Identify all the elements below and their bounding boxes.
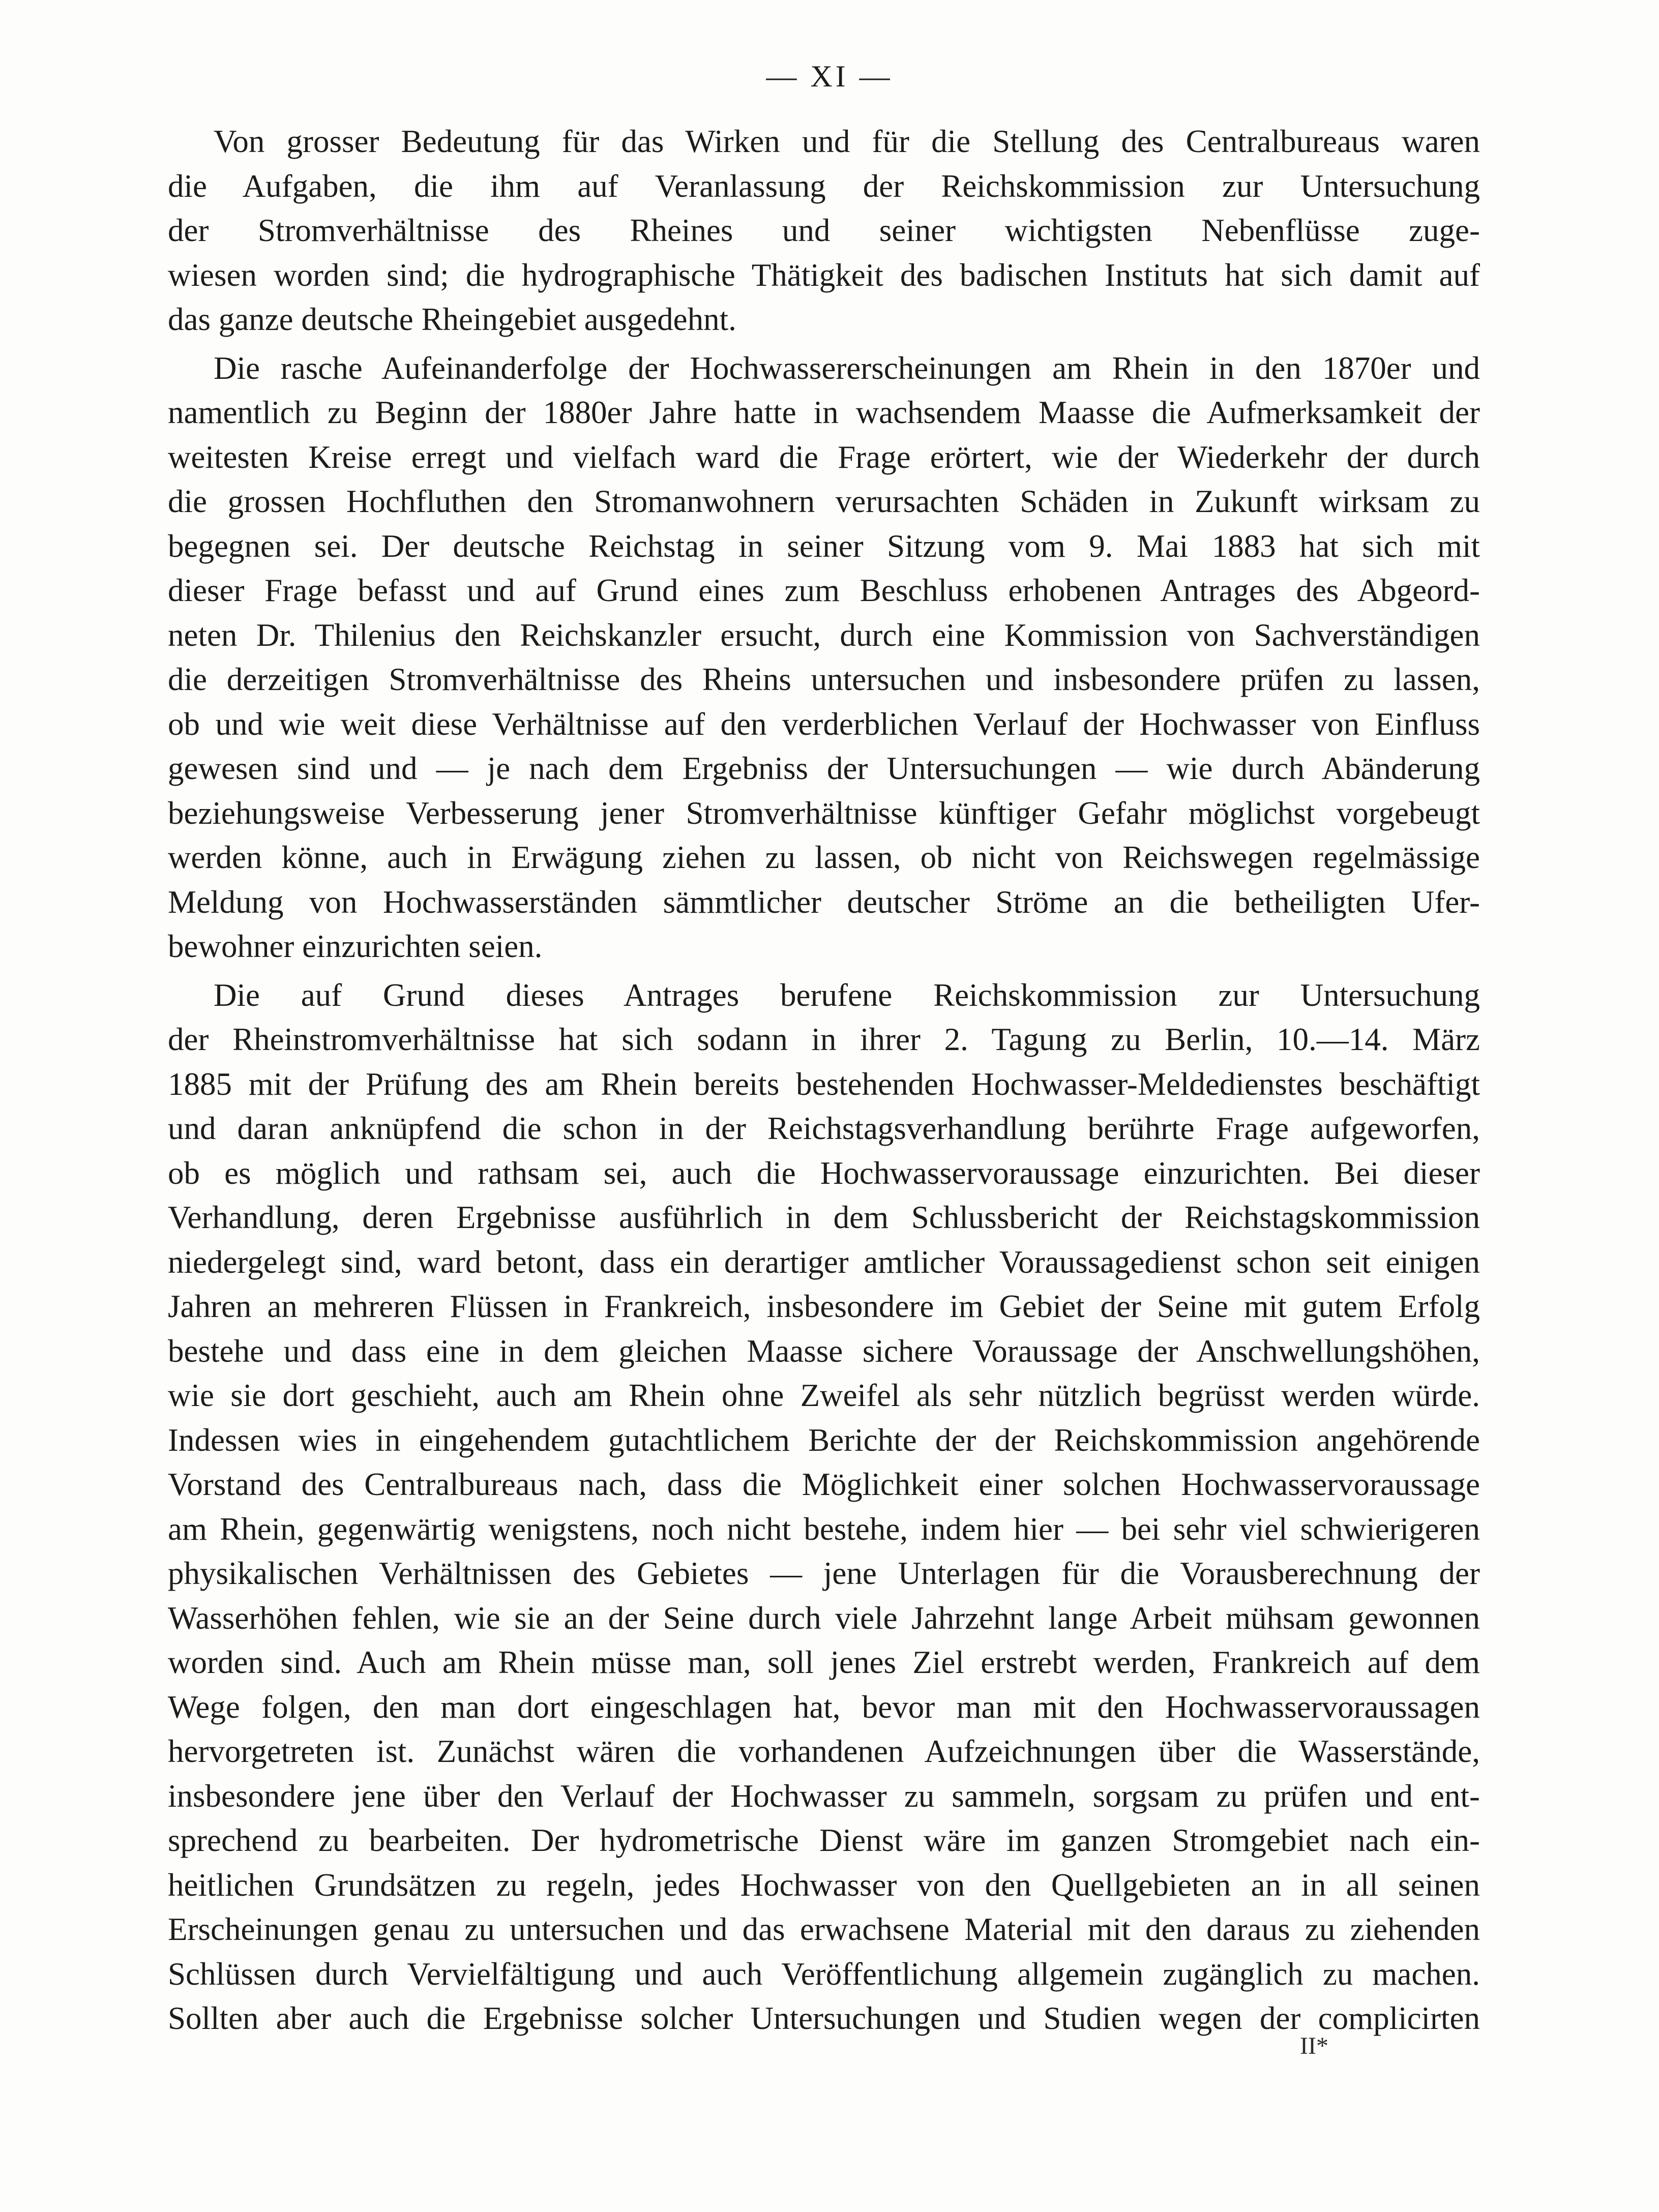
- text-line: hervorgetreten ist. Zunächst wären die vorhandenen Aufzeichnungen über die Wasserstände,: [168, 1733, 1480, 1769]
- text-line: Die rasche Aufeinanderfolge der Hochwassererscheinungen am Rhein in den 1870er und: [214, 350, 1480, 386]
- text-line: 1885 mit der Prüfung des am Rhein bereits bestehenden Hochwasser-Meldedienstes beschäftigt: [168, 1066, 1480, 1102]
- text-line: Erscheinungen genau zu untersuchen und das erwachsene Material mit den daraus zu ziehenden: [168, 1911, 1480, 1947]
- text-line: die Aufgaben, die ihm auf Veranlassung der Reichskommission zur Untersuchung: [168, 168, 1480, 204]
- text-line: Von grosser Bedeutung für das Wirken und für die Stellung des Centralbureaus waren: [214, 124, 1480, 159]
- text-line: niedergelegt sind, ward betont, dass ein derartiger amtlicher Voraussagedienst schon seit einigen: [168, 1244, 1480, 1280]
- text-line: sprechend zu bearbeiten. Der hydrometrische Dienst wäre im ganzen Stromgebiet nach ein-: [168, 1822, 1480, 1858]
- text-line: namentlich zu Beginn der 1880er Jahre hatte in wachsendem Maasse die Aufmerksamkeit der: [168, 395, 1480, 430]
- text-line: gewesen sind und — je nach dem Ergebniss der Untersuchungen — wie durch Abänderung: [168, 751, 1480, 786]
- text-line: und daran anknüpfend die schon in der Reichstagsverhandlung berührte Frage aufgeworfen,: [168, 1111, 1480, 1146]
- page-number: — XI —: [766, 59, 893, 93]
- text-line: die grossen Hochfluthen den Stromanwohnern verursachten Schäden in Zukunft wirksam zu: [168, 484, 1480, 519]
- text-line: physikalischen Verhältnissen des Gebietes — jene Unterlagen für die Vorausberechnung der: [168, 1556, 1480, 1591]
- paragraph-2: [168, 346, 1480, 969]
- text-line: werden könne, auch in Erwägung ziehen zu lassen, ob nicht von Reichswegen regelmässige: [168, 840, 1480, 875]
- text-line: die derzeitigen Stromverhältnisse des Rheins untersuchen und insbesondere prüfen zu lassen,: [168, 662, 1480, 697]
- text-line: der Stromverhältnisse des Rheines und seiner wichtigsten Nebenflüsse zuge-: [168, 213, 1480, 248]
- paragraph-3: [168, 973, 1480, 2041]
- text-line: Sollten aber auch die Ergebnisse solcher Untersuchungen und Studien wegen der complicirten: [168, 2000, 1480, 2036]
- text-line: beziehungsweise Verbesserung jener Stromverhältnisse künftiger Gefahr möglichst vorgebeugt: [168, 795, 1480, 831]
- text-line: dieser Frage befasst und auf Grund eines zum Beschluss erhobenen Antrages des Abgeord-: [168, 573, 1480, 608]
- text-line: Indessen wies in eingehendem gutachtlichem Berichte der der Reichskommission angehörende: [168, 1422, 1480, 1458]
- text-line: wiesen worden sind; die hydrographische Thätigkeit des badischen Instituts hat sich damit auf: [168, 257, 1480, 293]
- signature-mark: II*: [1300, 2032, 1328, 2059]
- text-line: Schlüssen durch Vervielfältigung und auch Veröffentlichung allgemein zugänglich zu machen.: [168, 1956, 1480, 1992]
- text-line: ob und wie weit diese Verhältnisse auf den verderblichen Verlauf der Hochwasser von Einfluss: [168, 706, 1480, 742]
- text-line: insbesondere jene über den Verlauf der Hochwasser zu sammeln, sorgsam zu prüfen und ent-: [168, 1778, 1480, 1814]
- text-line: am Rhein, gegenwärtig wenigstens, noch nicht bestehe, indem hier — bei sehr viel schwierigeren: [168, 1511, 1480, 1547]
- text-line: Wege folgen, den man dort eingeschlagen hat, bevor man mit den Hochwasservoraussagen: [168, 1689, 1480, 1725]
- text-line: Vorstand des Centralbureaus nach, dass die Möglichkeit einer solchen Hochwasservoraussage: [168, 1467, 1480, 1502]
- text-line: Wasserhöhen fehlen, wie sie an der Seine durch viele Jahrzehnt lange Arbeit mühsam gewonnen: [168, 1600, 1480, 1636]
- text-line: bewohner einzurichten seien.: [168, 929, 543, 964]
- text-line: der Rheinstromverhältnisse hat sich sodann in ihrer 2. Tagung zu Berlin, 10.—14. März: [168, 1022, 1480, 1057]
- text-line: ob es möglich und rathsam sei, auch die Hochwasservoraussage einzurichten. Bei dieser: [168, 1155, 1480, 1191]
- text-line: neten Dr. Thilenius den Reichskanzler ersucht, durch eine Kommission von Sachverständigen: [168, 617, 1480, 653]
- text-line: bestehe und dass eine in dem gleichen Maasse sichere Voraussage der Anschwellungshöhen,: [168, 1333, 1480, 1369]
- text-line: Verhandlung, deren Ergebnisse ausführlich in dem Schlussbericht der Reichstagskommission: [168, 1200, 1480, 1235]
- text-line: weitesten Kreise erregt und vielfach ward die Frage erörtert, wie der Wiederkehr der durch: [168, 439, 1480, 475]
- text-line: Jahren an mehreren Flüssen in Frankreich, insbesondere im Gebiet der Seine mit gutem Erfolg: [168, 1289, 1480, 1324]
- text-line: worden sind. Auch am Rhein müsse man, soll jenes Ziel erstrebt werden, Frankreich auf dem: [168, 1645, 1480, 1680]
- text-line: Die auf Grund dieses Antrages berufene Reichskommission zur Untersuchung: [214, 977, 1480, 1013]
- paragraph-1: [168, 119, 1480, 342]
- text-line: das ganze deutsche Rheingebiet ausgedehnt.: [168, 302, 736, 337]
- text-line: heitlichen Grundsätzen zu regeln, jedes Hochwasser von den Quellgebieten an in all seinen: [168, 1867, 1480, 1903]
- text-line: Meldung von Hochwasserständen sämmtlicher deutscher Ströme an die betheiligten Ufer-: [168, 884, 1480, 920]
- text-line: wie sie dort geschieht, auch am Rhein ohne Zweifel als sehr nützlich begrüsst werden würde.: [168, 1378, 1480, 1413]
- body-text: [168, 119, 1480, 2045]
- text-line: begegnen sei. Der deutsche Reichstag in seiner Sitzung vom 9. Mai 1883 hat sich mit: [168, 528, 1480, 564]
